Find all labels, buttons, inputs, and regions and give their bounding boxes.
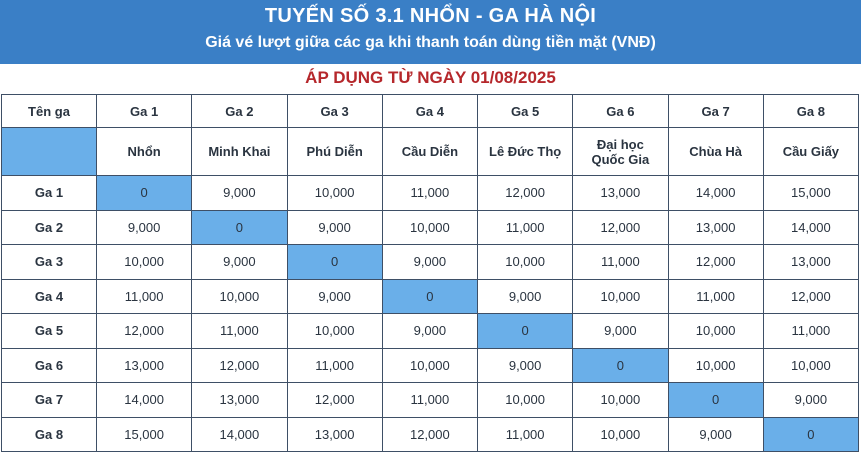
same-station-fare-cell: 0: [478, 314, 573, 349]
fare-cell: 11,000: [382, 176, 477, 211]
title-banner: [0, 0, 861, 64]
fare-cell: 13,000: [97, 348, 192, 383]
same-station-fare-cell: 0: [763, 417, 858, 452]
row-label: Ga 7: [2, 383, 97, 418]
fare-cell: 13,000: [763, 245, 858, 280]
effective-date: ÁP DỤNG TỪ NGÀY 01/08/2025: [305, 68, 556, 87]
station-name: Cầu Giấy: [763, 128, 858, 176]
station-code: Ga 1: [97, 95, 192, 128]
station-name: Đại học Quốc Gia: [573, 128, 668, 176]
station-name: Phú Diễn: [287, 128, 382, 176]
fare-cell: 13,000: [287, 417, 382, 452]
same-station-fare-cell: 0: [192, 210, 287, 245]
fare-cell: 9,000: [668, 417, 763, 452]
station-name: Nhổn: [97, 128, 192, 176]
fare-cell: 10,000: [573, 383, 668, 418]
station-name: Minh Khai: [192, 128, 287, 176]
fare-cell: 13,000: [192, 383, 287, 418]
station-name: Chùa Hà: [668, 128, 763, 176]
fare-cell: 9,000: [287, 279, 382, 314]
fare-cell: 12,000: [668, 245, 763, 280]
same-station-fare-cell: 0: [97, 176, 192, 211]
fare-cell: 12,000: [192, 348, 287, 383]
fare-cell: 12,000: [478, 176, 573, 211]
fare-cell: 10,000: [668, 314, 763, 349]
station-code: Ga 7: [668, 95, 763, 128]
table-row: [2, 176, 859, 211]
fare-cell: 14,000: [763, 210, 858, 245]
fare-table: [1, 94, 859, 452]
station-code: Ga 4: [382, 95, 477, 128]
table-row: [2, 245, 859, 280]
station-name-row: [2, 128, 859, 176]
row-label: Ga 8: [2, 417, 97, 452]
fare-cell: 10,000: [97, 245, 192, 280]
fare-cell: 9,000: [192, 176, 287, 211]
table-row: [2, 348, 859, 383]
table-row: [2, 383, 859, 418]
fare-cell: 12,000: [763, 279, 858, 314]
row-label: Ga 4: [2, 279, 97, 314]
fare-cell: 14,000: [97, 383, 192, 418]
fare-cell: 14,000: [668, 176, 763, 211]
station-code: Ga 8: [763, 95, 858, 128]
same-station-fare-cell: 0: [287, 245, 382, 280]
table-row: [2, 279, 859, 314]
fare-cell: 9,000: [382, 314, 477, 349]
fare-cell: 10,000: [573, 417, 668, 452]
station-name: Lê Đức Thọ: [478, 128, 573, 176]
table-row: [2, 314, 859, 349]
fare-cell: 12,000: [382, 417, 477, 452]
fare-cell: 9,000: [287, 210, 382, 245]
fare-cell: 10,000: [287, 176, 382, 211]
row-label: Ga 5: [2, 314, 97, 349]
fare-cell: 11,000: [287, 348, 382, 383]
fare-cell: 11,000: [763, 314, 858, 349]
station-code: Ga 5: [478, 95, 573, 128]
page-subtitle: Giá vé lượt giữa các ga khi thanh toán dùng tiền mặt (VNĐ): [205, 34, 656, 51]
fare-cell: 9,000: [192, 245, 287, 280]
row-label: Ga 3: [2, 245, 97, 280]
fare-cell: 15,000: [97, 417, 192, 452]
fare-cell: 10,000: [763, 348, 858, 383]
fare-cell: 10,000: [573, 279, 668, 314]
station-code: Ga 3: [287, 95, 382, 128]
fare-cell: 11,000: [573, 245, 668, 280]
fare-cell: 15,000: [763, 176, 858, 211]
row-label: Ga 1: [2, 176, 97, 211]
station-code: Ga 6: [573, 95, 668, 128]
fare-cell: 13,000: [573, 176, 668, 211]
fare-cell: 9,000: [478, 348, 573, 383]
fare-cell: 11,000: [192, 314, 287, 349]
fare-cell: 9,000: [573, 314, 668, 349]
fare-cell: 10,000: [192, 279, 287, 314]
station-name: Cầu Diễn: [382, 128, 477, 176]
fare-cell: 11,000: [478, 210, 573, 245]
table-row: [2, 210, 859, 245]
fare-cell: 12,000: [97, 314, 192, 349]
corner-highlight-cell: [2, 128, 97, 176]
fare-cell: 10,000: [287, 314, 382, 349]
fare-cell: 9,000: [382, 245, 477, 280]
row-label: Ga 6: [2, 348, 97, 383]
fare-cell: 9,000: [763, 383, 858, 418]
fare-cell: 13,000: [668, 210, 763, 245]
fare-cell: 10,000: [668, 348, 763, 383]
fare-cell: 11,000: [668, 279, 763, 314]
corner-label: Tên ga: [2, 95, 97, 128]
fare-cell: 10,000: [478, 245, 573, 280]
fare-cell: 9,000: [97, 210, 192, 245]
station-code: Ga 2: [192, 95, 287, 128]
fare-cell: 11,000: [382, 383, 477, 418]
page-title: TUYẾN SỐ 3.1 NHỔN - GA HÀ NỘI: [264, 5, 597, 27]
fare-cell: 14,000: [192, 417, 287, 452]
table-row: [2, 417, 859, 452]
fare-cell: 9,000: [478, 279, 573, 314]
row-label: Ga 2: [2, 210, 97, 245]
fare-cell: 10,000: [382, 348, 477, 383]
same-station-fare-cell: 0: [573, 348, 668, 383]
fare-cell: 10,000: [478, 383, 573, 418]
fare-cell: 10,000: [382, 210, 477, 245]
header-row: [2, 95, 859, 128]
fare-cell: 11,000: [97, 279, 192, 314]
fare-cell: 12,000: [287, 383, 382, 418]
fare-cell: 12,000: [573, 210, 668, 245]
same-station-fare-cell: 0: [668, 383, 763, 418]
same-station-fare-cell: 0: [382, 279, 477, 314]
fare-cell: 11,000: [478, 417, 573, 452]
